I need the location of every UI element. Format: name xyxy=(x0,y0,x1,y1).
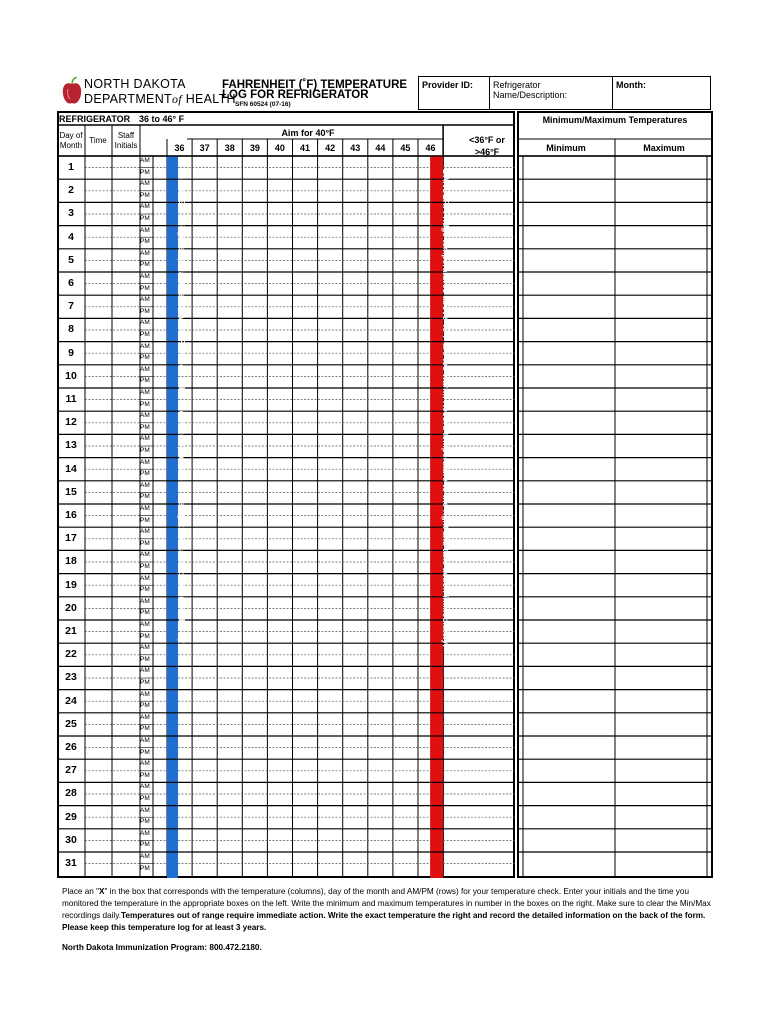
pm-label: PM xyxy=(140,655,150,663)
am-label: AM xyxy=(140,296,150,304)
minimum-header: Minimum xyxy=(546,143,586,153)
day-label: 21 xyxy=(65,625,77,637)
day-label: 11 xyxy=(65,393,77,405)
out-of-range-header: <36°F or >46°F xyxy=(469,135,505,157)
month-field[interactable] xyxy=(612,77,710,109)
am-label: AM xyxy=(140,783,150,791)
pm-label: PM xyxy=(140,470,150,478)
day-label: 9 xyxy=(68,346,74,359)
temp-header-36: 36 xyxy=(174,143,185,153)
day-label: 20 xyxy=(65,601,77,614)
am-label: AM xyxy=(140,435,150,443)
pm-label: PM xyxy=(140,562,150,570)
refrigerator-name-field[interactable] xyxy=(489,77,612,109)
day-label: 22 xyxy=(65,648,77,661)
day-label: 16 xyxy=(65,509,77,521)
day-label: 10 xyxy=(65,369,77,382)
pm-label: PM xyxy=(140,284,150,292)
am-label: AM xyxy=(140,760,150,768)
temperature-log-grid xyxy=(57,111,515,878)
pm-label: PM xyxy=(140,539,150,547)
am-label: AM xyxy=(140,157,150,164)
pm-label: PM xyxy=(140,261,150,269)
am-label: AM xyxy=(140,551,150,559)
am-label: AM xyxy=(140,528,150,536)
section-label: REFRIGERATOR xyxy=(59,114,131,124)
refrigerator-name-label: Refrigerator Name/Description: xyxy=(493,80,568,100)
day-label: 5 xyxy=(68,253,74,266)
am-label: AM xyxy=(140,249,150,257)
maximum-header: Maximum xyxy=(643,143,685,153)
am-label: AM xyxy=(140,806,150,814)
instructions-x: X xyxy=(99,887,105,896)
day-label: 24 xyxy=(65,694,77,707)
form-title-line1: FAHRENHEIT (˚F) TEMPERATURE xyxy=(222,79,408,91)
temp-header-46: 46 xyxy=(425,143,436,153)
pm-label: PM xyxy=(140,446,150,454)
day-label: 12 xyxy=(65,416,77,429)
pm-label: PM xyxy=(140,423,150,431)
min-max-table xyxy=(517,111,713,878)
col-time-header: Time xyxy=(89,136,107,145)
form-number: SFN 60524 (07-16) xyxy=(235,101,291,108)
pm-label: PM xyxy=(140,678,150,686)
min-max-grid-lines xyxy=(517,111,713,878)
pm-label: PM xyxy=(140,771,150,779)
am-label: AM xyxy=(140,667,150,675)
range-label: 36 to 46° F xyxy=(139,114,185,124)
am-label: AM xyxy=(140,505,150,512)
am-label: AM xyxy=(140,481,150,489)
day-label: 1 xyxy=(68,161,74,173)
temp-header-38: 38 xyxy=(224,143,235,153)
am-label: AM xyxy=(140,574,150,582)
day-label: 15 xyxy=(65,485,77,498)
pm-label: PM xyxy=(140,168,150,176)
am-label: AM xyxy=(140,319,150,327)
day-label: 6 xyxy=(68,277,74,289)
day-label: 27 xyxy=(65,764,77,777)
temp-header-43: 43 xyxy=(350,143,361,153)
pm-label: PM xyxy=(140,702,150,710)
temp-header-37: 37 xyxy=(199,143,210,153)
pm-label: PM xyxy=(140,214,150,222)
am-label: AM xyxy=(140,226,150,234)
am-label: AM xyxy=(140,737,150,744)
provider-id-field[interactable] xyxy=(419,77,489,109)
pm-label: PM xyxy=(140,864,150,872)
temp-header-45: 45 xyxy=(400,143,411,153)
am-label: AM xyxy=(140,412,150,420)
pm-label: PM xyxy=(140,609,150,617)
am-label: AM xyxy=(140,690,150,698)
temp-header-40: 40 xyxy=(274,143,285,153)
am-label: AM xyxy=(140,273,150,280)
day-label: 31 xyxy=(65,857,77,869)
pm-label: PM xyxy=(140,586,150,594)
pm-label: PM xyxy=(140,818,150,826)
day-label: 29 xyxy=(65,810,77,823)
aim-label: Aim for 40°F xyxy=(281,128,335,138)
pm-label: PM xyxy=(140,307,150,315)
pm-label: PM xyxy=(140,841,150,849)
apple-logo-icon xyxy=(62,77,82,107)
temp-header-41: 41 xyxy=(300,143,311,153)
day-label: 13 xyxy=(65,439,77,452)
day-label: 4 xyxy=(68,230,74,243)
temp-header-39: 39 xyxy=(249,143,260,153)
col-staff-header: Staff Initials xyxy=(114,131,138,150)
pm-label: PM xyxy=(140,725,150,733)
pm-label: PM xyxy=(140,794,150,802)
temp-header-44: 44 xyxy=(375,143,386,153)
instructions-bold: Temperatures out of range require immediate action. Write the exact temperature the right and record the detailed information on the back of the form. Please keep this temperature log for at least 3 years. xyxy=(62,911,706,932)
pm-label: PM xyxy=(140,400,150,408)
am-label: AM xyxy=(140,621,150,628)
provider-id-label: Provider ID: xyxy=(422,80,474,90)
min-max-title: Minimum/Maximum Temperatures xyxy=(542,115,688,125)
am-label: AM xyxy=(140,389,150,396)
day-label: 23 xyxy=(65,671,77,684)
col-day-header: Day of Month xyxy=(59,131,83,150)
org-name-line2: DEPARTMENTof HEALTH xyxy=(84,92,236,106)
day-label: 28 xyxy=(65,787,77,800)
program-contact: North Dakota Immunization Program: 800.472.2180. xyxy=(62,943,262,952)
pm-label: PM xyxy=(140,632,150,640)
day-label: 30 xyxy=(65,833,77,846)
pm-label: PM xyxy=(140,354,150,362)
day-label: 2 xyxy=(68,184,74,197)
day-label: 19 xyxy=(65,578,77,591)
pm-label: PM xyxy=(140,493,150,501)
pm-label: PM xyxy=(140,377,150,385)
am-label: AM xyxy=(140,365,150,373)
am-label: AM xyxy=(140,853,150,860)
header-fields-box xyxy=(418,76,711,110)
instructions-part2: " in the box that corresponds with the temperature (columns), day of the month and AM/PM (rows) for your temperature check. Enter your initials and the time you monitored the temperature in the appropriate boxes on the left. Write the minimum and maximum temperatures in number in the boxes on the right. Make sure to clear the Min/Max recordings daily. xyxy=(62,887,711,920)
pm-label: PM xyxy=(140,330,150,338)
day-label: 25 xyxy=(65,717,77,730)
am-label: AM xyxy=(140,342,150,350)
day-label: 14 xyxy=(65,462,77,475)
instructions xyxy=(62,886,712,934)
pm-label: PM xyxy=(140,516,150,524)
form-title-line2: LOG FOR REFRIGERATOR xyxy=(222,89,369,101)
month-label: Month: xyxy=(616,80,646,90)
day-label: 3 xyxy=(68,207,74,220)
day-label: 8 xyxy=(68,323,74,336)
am-label: AM xyxy=(140,713,150,721)
org-name-line1: NORTH DAKOTA xyxy=(84,77,186,91)
danger-cold-text: DANGER! Fridge temperatures below 35°F are too cold! Record temperature to the right and take action immediately! xyxy=(177,173,187,646)
danger-warm-text: DANGER! Fridge temperatures above 46°F are too warm! Record temperature to the right and take action immediately! xyxy=(441,169,452,648)
temp-header-42: 42 xyxy=(325,143,336,153)
am-label: AM xyxy=(140,458,150,466)
pm-label: PM xyxy=(140,238,150,246)
am-label: AM xyxy=(140,597,150,605)
am-label: AM xyxy=(140,180,150,188)
day-label: 7 xyxy=(68,300,74,313)
pm-label: PM xyxy=(140,748,150,756)
pm-label: PM xyxy=(140,191,150,199)
nd-health-logo xyxy=(62,75,236,111)
day-label: 26 xyxy=(65,741,77,753)
am-label: AM xyxy=(140,203,150,211)
instructions-part1: Place an " xyxy=(62,887,100,896)
am-label: AM xyxy=(140,644,150,652)
day-label: 18 xyxy=(65,555,77,568)
am-label: AM xyxy=(140,829,150,837)
day-label: 17 xyxy=(65,532,77,545)
